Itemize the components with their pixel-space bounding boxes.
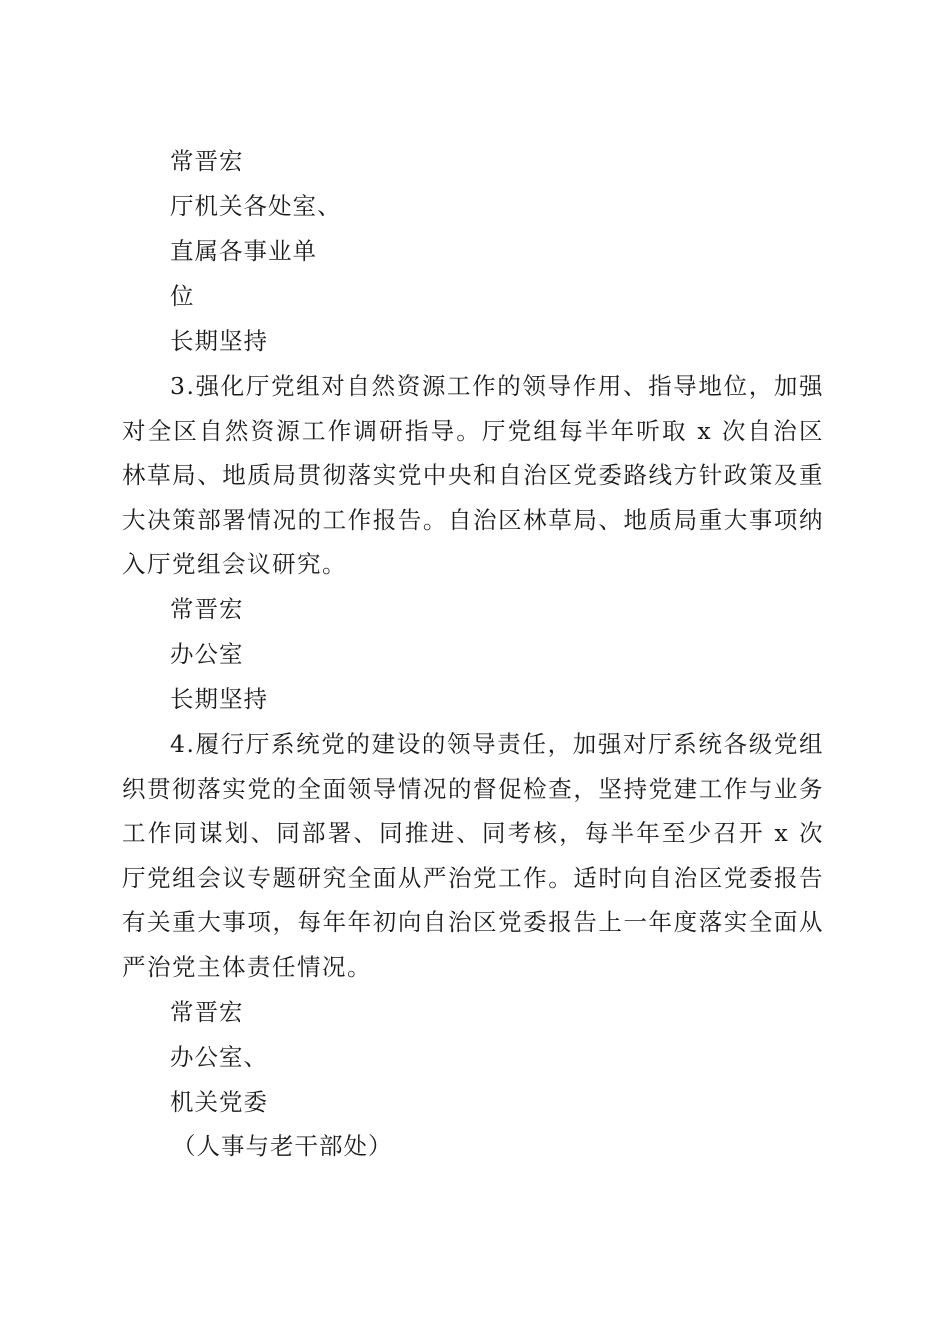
task-item-4-text: 4.履行厅系统党的建设的领导责任，加强对厅系统各级党组织贯彻落实党的全面领导情况的督促检查，坚持党建工作与业务工作同谋划、同部署、同推进、同考核，每半年至少召开 x 次厅党组会议专题研究全面从严治党工作。适时向自治区党委报告有关重大事项，每年年初向自治区党委报告上一年度落实全面从严治党主体责任情况。 bbox=[122, 730, 824, 981]
deadline: 长期坚持 bbox=[170, 685, 268, 713]
deadline: 长期坚持 bbox=[170, 327, 268, 355]
task-item-3-text: 3.强化厅党组对自然资源工作的领导作用、指导地位，加强对全区自然资源工作调研指导。厅党组每半年听取 x 次自治区林草局、地质局贯彻落实党中央和自治区党委路线方针政策及重大决策部署情况的工作报告。自治区林草局、地质局重大事项纳入厅党组会议研究。 bbox=[122, 372, 824, 578]
responsible-department-continued: 直属各事业单 bbox=[170, 237, 317, 265]
responsible-person: 常晋宏 bbox=[170, 147, 244, 175]
responsible-department: 厅机关各处室、 bbox=[170, 192, 342, 220]
responsible-department: 办公室 bbox=[170, 640, 244, 668]
responsible-person: 常晋宏 bbox=[170, 595, 244, 623]
responsible-department-note: （人事与老干部处） bbox=[172, 1132, 393, 1160]
responsible-person: 常晋宏 bbox=[170, 998, 244, 1026]
responsible-department: 办公室、 bbox=[170, 1043, 268, 1071]
responsible-department-continued: 位 bbox=[170, 282, 195, 310]
responsible-department-continued: 机关党委 bbox=[170, 1088, 268, 1116]
